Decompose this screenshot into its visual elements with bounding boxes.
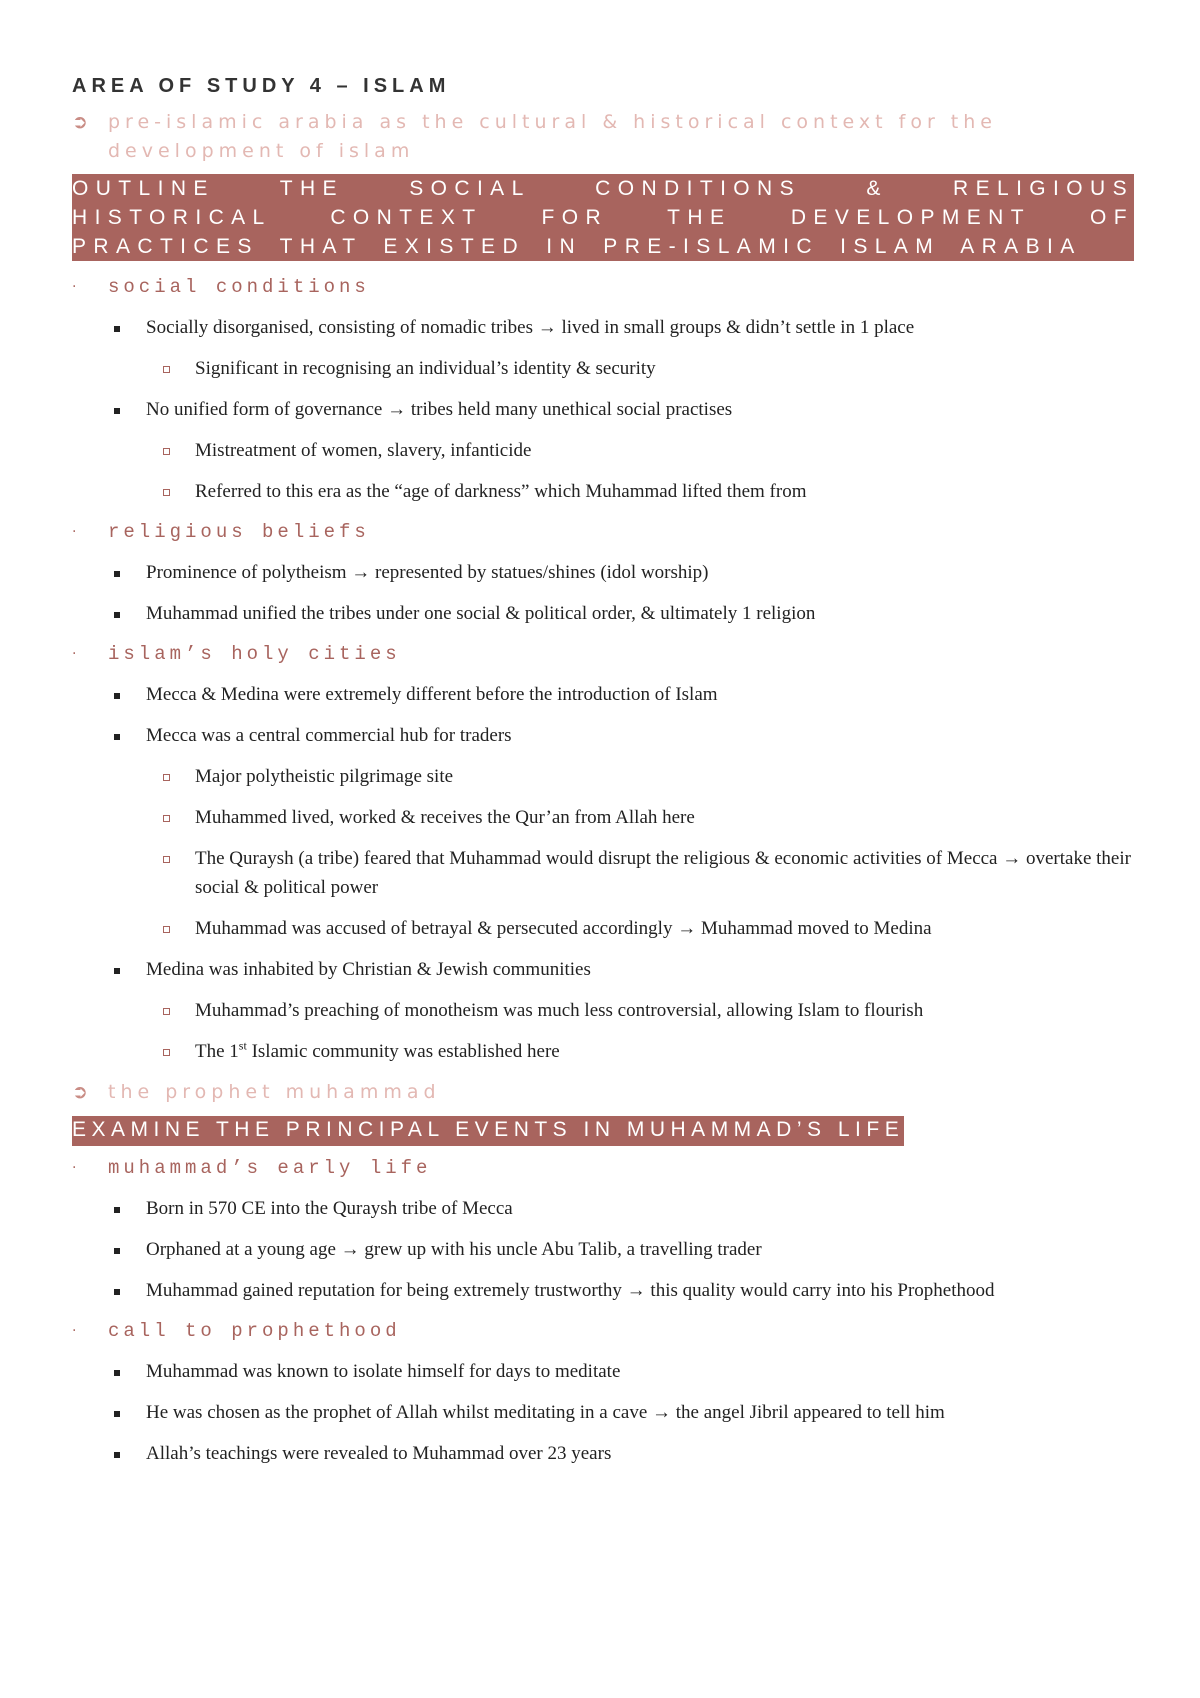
list-item-text: No unified form of governance → tribes held many unethical social practises [146, 399, 733, 420]
text-part: The 1 [195, 1041, 239, 1062]
dot-bullet-icon: · [72, 1160, 77, 1176]
sub-list-item [72, 436, 1134, 465]
square-bullet-icon [110, 1398, 146, 1427]
subheading-call-to-prophethood [72, 1317, 1134, 1345]
square-bullet-icon [110, 1357, 146, 1386]
arrow-icon: ➲ [72, 1081, 88, 1103]
hollow-square-bullet-icon [159, 914, 195, 943]
sub-list-item-text: Muhammad was accused of betrayal & persecuted accordingly → Muhammad moved to Medina [195, 918, 932, 939]
sub-list-item [72, 477, 1134, 506]
list-item [72, 1357, 1134, 1386]
page-title: AREA OF STUDY 4 – ISLAM [72, 75, 451, 97]
sub-list-item-text: Major polytheistic pilgrimage site [195, 766, 454, 787]
hollow-square-bullet-icon [159, 436, 195, 465]
subheading-early-life [72, 1154, 1134, 1182]
list-item-text: Mecca was a central commercial hub for traders [146, 725, 512, 746]
section-banner-outline [72, 174, 1134, 261]
hollow-square-bullet-icon [159, 477, 195, 506]
square-bullet-icon [110, 955, 146, 984]
hollow-square-bullet-icon [159, 844, 195, 873]
subheading-text: islam’s holy cities [108, 643, 401, 665]
sub-list-item-text [195, 1037, 1134, 1066]
hollow-square-bullet-icon [159, 762, 195, 791]
sub-list-item [72, 803, 1134, 832]
list-item-text: Prominence of polytheism → represented by statues/shines (idol worship) [146, 562, 709, 583]
sub-list-item [72, 996, 1134, 1025]
list-item-text: Medina was inhabited by Christian & Jewish communities [146, 959, 591, 980]
list-item-text: Socially disorganised, consisting of nomadic tribes → lived in small groups & didn’t settle in 1 place [146, 317, 915, 338]
list-item [72, 1235, 1134, 1264]
section-banner-text: EXAMINE THE PRINCIPAL EVENTS IN MUHAMMAD’S LIFE [72, 1116, 904, 1146]
list-item [72, 558, 1134, 587]
subheading-text: muhammad’s early life [108, 1157, 432, 1179]
list-item-text: Muhammad was known to isolate himself for days to meditate [146, 1361, 621, 1382]
sub-list-item-text: Significant in recognising an individual’s identity & security [195, 358, 656, 379]
sub-list-item [72, 762, 1134, 791]
subheading-social-conditions [72, 273, 1134, 301]
hollow-square-bullet-icon [159, 996, 195, 1025]
sub-list-item [72, 844, 1134, 902]
list-item [72, 955, 1134, 984]
list-item-text: He was chosen as the prophet of Allah whilst meditating in a cave → the angel Jibril appeared to tell him [146, 1402, 945, 1423]
sub-list-item-text: The Quraysh (a tribe) feared that Muhammad would disrupt the religious & economic activities of Mecca → overtake their social & political power [195, 848, 1131, 898]
sub-list-item-text: Referred to this era as the “age of darkness” which Muhammad lifted them from [195, 481, 807, 502]
sub-list-item [72, 1037, 1134, 1066]
list-item-text: Orphaned at a young age → grew up with his uncle Abu Talib, a travelling trader [146, 1239, 762, 1260]
subheading-religious-beliefs [72, 518, 1134, 546]
list-item [72, 1194, 1134, 1223]
list-item [72, 313, 1134, 342]
square-bullet-icon [110, 1439, 146, 1468]
dot-bullet-icon: · [72, 646, 77, 662]
sub-list-item-text: Muhammad’s preaching of monotheism was much less controversial, allowing Islam to flourish [195, 1000, 924, 1021]
square-bullet-icon [110, 1276, 146, 1305]
list-item [72, 1439, 1134, 1468]
section-banner-examine [72, 1115, 1134, 1144]
list-item [72, 680, 1134, 709]
hollow-square-bullet-icon [159, 803, 195, 832]
sub-list-item-text: Muhammed lived, worked & receives the Qur’an from Allah here [195, 807, 695, 828]
square-bullet-icon [110, 721, 146, 750]
document-body [72, 72, 1134, 1468]
list-item [72, 721, 1134, 750]
square-bullet-icon [110, 1194, 146, 1223]
square-bullet-icon [110, 680, 146, 709]
topic-text: pre-islamic arabia as the cultural & historical context for the development of islam [108, 111, 997, 162]
dot-bullet-icon: · [72, 279, 77, 295]
superscript: st [238, 1038, 247, 1053]
list-item-text: Mecca & Medina were extremely different before the introduction of Islam [146, 684, 718, 705]
square-bullet-icon [110, 395, 146, 424]
square-bullet-icon [110, 599, 146, 628]
list-item-text: Allah’s teachings were revealed to Muhammad over 23 years [146, 1443, 612, 1464]
arrow-icon: ➲ [72, 111, 88, 133]
sub-list-item-text: Mistreatment of women, slavery, infanticide [195, 440, 532, 461]
topic-heading-pre-islamic [72, 108, 1134, 166]
hollow-square-bullet-icon [159, 1037, 195, 1066]
subheading-holy-cities [72, 640, 1134, 668]
hollow-square-bullet-icon [159, 354, 195, 383]
list-item [72, 1276, 1134, 1305]
subheading-text: social conditions [108, 276, 370, 298]
sub-list-item [72, 354, 1134, 383]
list-item [72, 599, 1134, 628]
sub-list-item [72, 914, 1134, 943]
square-bullet-icon [110, 313, 146, 342]
subheading-text: religious beliefs [108, 521, 370, 543]
list-item [72, 1398, 1134, 1427]
list-item-text: Born in 570 CE into the Quraysh tribe of Mecca [146, 1198, 513, 1219]
square-bullet-icon [110, 1235, 146, 1264]
subheading-text: call to prophethood [108, 1320, 401, 1342]
topic-heading-prophet [72, 1078, 1134, 1107]
dot-bullet-icon: · [72, 524, 77, 540]
list-item [72, 395, 1134, 424]
dot-bullet-icon: · [72, 1323, 77, 1339]
section-banner-text: OUTLINE THE SOCIAL CONDITIONS & RELIGIOUS HISTORICAL CONTEXT FOR THE DEVELOPMENT OF PRACTICES THAT EXISTED IN PRE-ISLAMIC ISLAM ARABIA [72, 174, 1134, 261]
square-bullet-icon [110, 558, 146, 587]
topic-text: the prophet muhammad [108, 1081, 441, 1103]
list-item-text: Muhammad gained reputation for being extremely trustworthy → this quality would carry into his Prophethood [146, 1280, 995, 1301]
text-part: Islamic community was established here [246, 1041, 560, 1062]
list-item-text: Muhammad unified the tribes under one social & political order, & ultimately 1 religion [146, 603, 816, 624]
